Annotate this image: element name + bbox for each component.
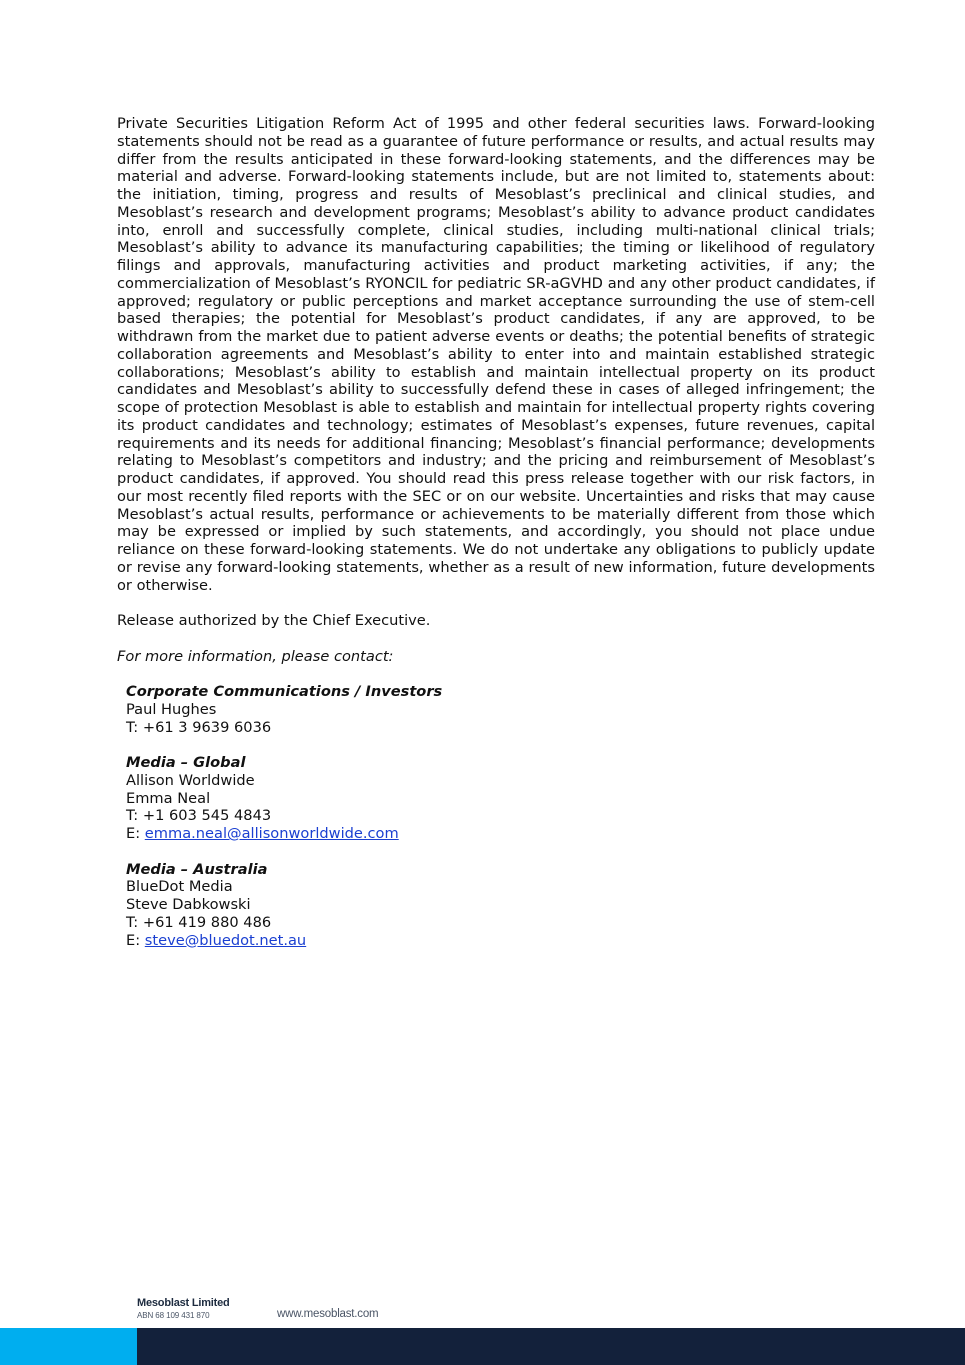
footer-company-name: Mesoblast Limited [137, 1297, 230, 1309]
contact-media-australia [126, 861, 875, 950]
contact-company: Allison Worldwide [126, 771, 255, 789]
email-prefix: E: [126, 825, 145, 842]
contact-email-line [126, 932, 875, 950]
footer-abn: ABN 68 109 431 870 [137, 1311, 210, 1320]
contact-intro: For more information, please contact: [117, 647, 394, 665]
email-prefix: E: [126, 931, 145, 949]
footer-accent-bar [0, 1328, 137, 1365]
email-link-emma-neal[interactable]: emma.neal@allisonworldwide.com [144, 825, 399, 842]
authorization-line: Release authorized by the Chief Executive. [117, 612, 431, 629]
contact-heading: Media – Australia [126, 860, 268, 878]
contact-media-global [126, 754, 875, 843]
email-link-steve-dabkowski[interactable]: steve@bluedot.net.au [144, 931, 307, 949]
footer-website: www.mesoblast.com [277, 1308, 379, 1320]
contact-name: Emma Neal [126, 789, 211, 807]
contact-name: Steve Dabkowski [126, 896, 251, 913]
contact-corporate [126, 683, 875, 736]
contact-company: BlueDot Media [126, 878, 233, 896]
contact-heading: Media – Global [126, 754, 246, 771]
document-body [117, 115, 875, 967]
contact-email-line [126, 825, 875, 843]
contact-phone: T: +1 603 545 4843 [126, 807, 272, 825]
forward-looking-paragraph: Private Securities Litigation Reform Act of 1995 and other federal securities laws. Forward-looking statements should not be read as a guarantee of future performance or results, and actual results may differ from the results anticipated in these forward-looking statements, and the differences may be material and adverse. Forward-looking statements include, but are not limited to, statements about: the initiation, timing, progress and results of Mesoblast’s preclinical and clinical studies, and Mesoblast’s research and development programs; Mesoblast’s ability to advance product candidates into, enroll and successfully complete, clinical studies, including multi-national clinical trials; Mesoblast’s ability to advance its manufacturing capabilities; the timing or likelihood of regulatory filings and approvals, manufacturing activities and product marketing activities, if any; the commercialization of Mesoblast’s RYONCIL for pediatric SR-aGVHD and any other product candidates, if approved; regulatory or public perceptions and market acceptance surrounding the use of stem-cell based therapies; the potential for Mesoblast’s product candidates, if any are approved, to be withdrawn from the market due to patient adverse events or deaths; the potential benefits of strategic collaboration agreements and Mesoblast’s ability to enter into and maintain established strategic collaborations; Mesoblast’s ability to establish and maintain intellectual property on its product candidates and Mesoblast’s ability to successfully defend these in cases of alleged infringement; the scope of protection Mesoblast is able to establish and maintain for intellectual property rights covering its product candidates and technology; estimates of Mesoblast’s expenses, future revenues, capital requirements and its needs for additional financing; Mesoblast’s financial performance; developments relating to Mesoblast’s competitors and industry; and the pricing and reimbursement of Mesoblast’s product candidates, if approved. You should read this press release together with our risk factors, in our most recently filed reports with the SEC or on our website. Uncertainties and risks that may cause Mesoblast’s actual results, performance or achievements to be materially different from those which may be expressed or implied by such statements, and accordingly, you should not place undue reliance on these forward-looking statements. We do not undertake any obligations to publicly update or revise any forward-looking statements, whether as a result of new information, future developments or otherwise. [117, 115, 875, 594]
footer-bar [0, 1328, 965, 1365]
contact-heading: Corporate Communications / Investors [126, 683, 443, 700]
contacts-section [126, 683, 875, 949]
contact-name: Paul Hughes [126, 700, 217, 718]
contact-phone: T: +61 3 9639 6036 [126, 718, 272, 736]
contact-phone: T: +61 419 880 486 [126, 913, 272, 931]
